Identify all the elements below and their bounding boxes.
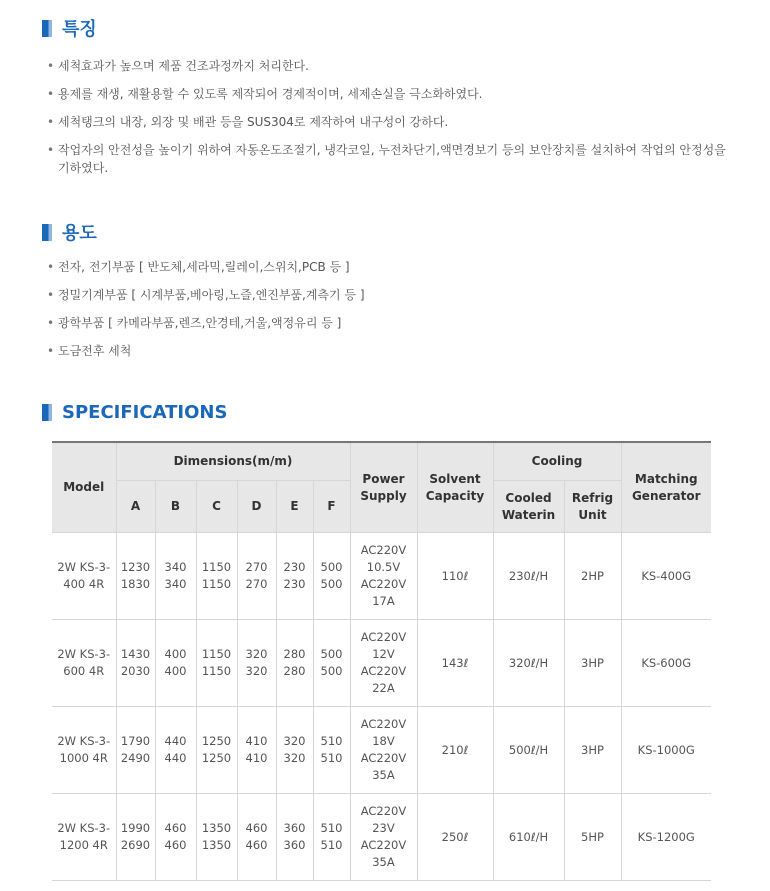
- dim-d-cell: [237, 533, 276, 620]
- cell-line: 500: [320, 560, 343, 574]
- dim-e-header: E: [276, 481, 313, 533]
- table-row: [52, 707, 711, 794]
- cell-line: 1350: [201, 821, 232, 835]
- cell-line: 360: [283, 838, 306, 852]
- matching-cell: KS-1200G: [621, 794, 711, 881]
- list-item: • 정밀기계부품 [ 시계부품,베아링,노즐,엔진부품,계측기 등 ]: [46, 286, 726, 304]
- dim-d-cell: [237, 620, 276, 707]
- refrig-cell: 5HP: [564, 794, 621, 881]
- cell-line: 17A: [372, 594, 395, 608]
- dim-a-header: A: [116, 481, 155, 533]
- cell-line: 10.5V: [366, 560, 401, 574]
- table-row: [52, 620, 711, 707]
- cooled-cell: 610ℓ/H: [493, 794, 564, 881]
- dim-e-cell: [276, 533, 313, 620]
- cell-line: 280: [283, 664, 306, 678]
- dim-a-cell: [116, 620, 155, 707]
- cell-line: AC220V: [360, 804, 407, 818]
- cell-line: 1430: [120, 647, 151, 661]
- cell-line: 270: [245, 560, 268, 574]
- dim-c-cell: [196, 620, 237, 707]
- cell-line: 22A: [372, 681, 395, 695]
- heading-bar-icon: [42, 224, 52, 241]
- dim-e-cell: [276, 620, 313, 707]
- cell-line: 1990: [120, 821, 151, 835]
- refrig-unit-header: Refrig Unit: [564, 481, 621, 533]
- list-item: • 작업자의 안전성을 높이기 위하여 자동온도조절기, 냉각코일, 누전차단기,액면경보기 등의 보안장치를 설치하여 작업의 안정성을 기하였다.: [46, 141, 726, 177]
- power-cell: [350, 707, 417, 794]
- cell-line: 510: [320, 734, 343, 748]
- cell-line: 1790: [120, 734, 151, 748]
- specifications-body: [52, 533, 711, 881]
- cell-line: 440: [164, 751, 187, 765]
- model-cell: [52, 620, 116, 707]
- specs-title: SPECIFICATIONS: [62, 402, 228, 423]
- matching-header: Matching Generator: [621, 442, 711, 533]
- cell-line: 12V: [372, 647, 395, 661]
- cell-line: 400: [164, 664, 187, 678]
- model-cell: [52, 707, 116, 794]
- cooled-cell: 230ℓ/H: [493, 533, 564, 620]
- cell-line: AC220V: [360, 838, 407, 852]
- usage-list: [46, 258, 726, 370]
- cell-line: 510: [320, 838, 343, 852]
- cell-line: AC220V: [360, 577, 407, 591]
- cell-line: 460: [245, 821, 268, 835]
- cell-line: AC220V: [360, 630, 407, 644]
- refrig-cell: 3HP: [564, 707, 621, 794]
- dim-c-cell: [196, 533, 237, 620]
- cell-line: 230: [283, 560, 306, 574]
- cell-line: 23V: [372, 821, 395, 835]
- dim-b-cell: [155, 620, 196, 707]
- cell-line: 410: [245, 751, 268, 765]
- specifications-table: [52, 441, 711, 881]
- power-cell: [350, 533, 417, 620]
- solvent-cell: 210ℓ: [417, 707, 493, 794]
- dim-f-cell: [313, 533, 350, 620]
- cell-line: 460: [164, 821, 187, 835]
- list-item: • 도금전후 세척: [46, 342, 726, 360]
- cell-line: 340: [164, 560, 187, 574]
- specs-heading: [42, 402, 227, 423]
- cell-line: 35A: [372, 768, 395, 782]
- cell-line: AC220V: [360, 543, 407, 557]
- dim-b-cell: [155, 707, 196, 794]
- model-header: Model: [52, 442, 116, 533]
- model-value: 2W KS-3-1200 4R: [57, 821, 111, 852]
- dim-e-cell: [276, 707, 313, 794]
- features-title: 특징: [62, 19, 97, 40]
- dim-b-header: B: [155, 481, 196, 533]
- model-cell: [52, 533, 116, 620]
- cell-line: 500: [320, 577, 343, 591]
- cooled-cell: 320ℓ/H: [493, 620, 564, 707]
- dim-f-cell: [313, 707, 350, 794]
- cell-line: 1150: [201, 664, 232, 678]
- features-list: [46, 57, 726, 187]
- cell-line: 460: [245, 838, 268, 852]
- cell-line: 2690: [120, 838, 151, 852]
- cell-line: 270: [245, 577, 268, 591]
- matching-cell: KS-400G: [621, 533, 711, 620]
- model-value: 2W KS-3-1000 4R: [57, 734, 111, 765]
- dim-a-cell: [116, 707, 155, 794]
- cell-line: 500: [320, 647, 343, 661]
- refrig-cell: 3HP: [564, 620, 621, 707]
- cell-line: 440: [164, 734, 187, 748]
- cooled-cell: 500ℓ/H: [493, 707, 564, 794]
- cell-line: 410: [245, 734, 268, 748]
- dim-c-cell: [196, 794, 237, 881]
- cell-line: 320: [283, 734, 306, 748]
- dim-d-cell: [237, 707, 276, 794]
- dim-f-cell: [313, 620, 350, 707]
- cell-line: AC220V: [360, 751, 407, 765]
- solvent-cell: 143ℓ: [417, 620, 493, 707]
- cooled-waterin-header: Cooled Waterin: [493, 481, 564, 533]
- cell-line: 1230: [120, 560, 151, 574]
- dim-b-cell: [155, 794, 196, 881]
- cell-line: 400: [164, 647, 187, 661]
- usage-title: 용도: [62, 223, 97, 244]
- cell-line: 510: [320, 751, 343, 765]
- cell-line: 35A: [372, 855, 395, 869]
- cell-line: 1150: [201, 577, 232, 591]
- dim-e-cell: [276, 794, 313, 881]
- cell-line: 460: [164, 838, 187, 852]
- solvent-header: Solvent Capacity: [417, 442, 493, 533]
- cell-line: 320: [283, 751, 306, 765]
- cell-line: 500: [320, 664, 343, 678]
- list-item: • 전자, 전기부품 [ 반도체,세라믹,릴레이,스위치,PCB 등 ]: [46, 258, 726, 276]
- list-item: • 용제를 재생, 재활용할 수 있도록 제작되어 경제적이며, 세제손실을 극소화하였다.: [46, 85, 726, 103]
- list-item: • 광학부품 [ 카메라부품,렌즈,안경테,거울,액정유리 등 ]: [46, 314, 726, 332]
- features-heading: [42, 15, 97, 41]
- refrig-cell: 2HP: [564, 533, 621, 620]
- dim-d-header: D: [237, 481, 276, 533]
- power-header: Power Supply: [350, 442, 417, 533]
- cell-line: 230: [283, 577, 306, 591]
- cell-line: 1250: [201, 734, 232, 748]
- cooling-header: Cooling: [493, 442, 621, 481]
- table-row: [52, 794, 711, 881]
- usage-heading: [42, 219, 97, 245]
- dim-c-header: C: [196, 481, 237, 533]
- cell-line: 320: [245, 647, 268, 661]
- power-cell: [350, 620, 417, 707]
- cell-line: 1350: [201, 838, 232, 852]
- cell-line: 320: [245, 664, 268, 678]
- dim-d-cell: [237, 794, 276, 881]
- cell-line: AC220V: [360, 664, 407, 678]
- dim-f-header: F: [313, 481, 350, 533]
- cell-line: 1830: [120, 577, 151, 591]
- dim-a-cell: [116, 533, 155, 620]
- dim-b-cell: [155, 533, 196, 620]
- model-cell: [52, 794, 116, 881]
- cell-line: 280: [283, 647, 306, 661]
- matching-cell: KS-600G: [621, 620, 711, 707]
- solvent-cell: 250ℓ: [417, 794, 493, 881]
- power-cell: [350, 794, 417, 881]
- cell-line: 1250: [201, 751, 232, 765]
- matching-cell: KS-1000G: [621, 707, 711, 794]
- cell-line: 2490: [120, 751, 151, 765]
- heading-bar-icon: [42, 404, 52, 421]
- dim-c-cell: [196, 707, 237, 794]
- cell-line: 2030: [120, 664, 151, 678]
- cell-line: 1150: [201, 647, 232, 661]
- solvent-cell: 110ℓ: [417, 533, 493, 620]
- cell-line: 340: [164, 577, 187, 591]
- model-value: 2W KS-3-600 4R: [57, 647, 111, 678]
- model-value: 2W KS-3-400 4R: [57, 560, 111, 591]
- list-item: • 세척탱크의 내장, 외장 및 배관 등을 SUS304로 제작하여 내구성이 강하다.: [46, 113, 726, 131]
- dim-a-cell: [116, 794, 155, 881]
- dimensions-header: Dimensions(m/m): [116, 442, 350, 481]
- table-row: [52, 533, 711, 620]
- cell-line: 360: [283, 821, 306, 835]
- heading-bar-icon: [42, 20, 52, 37]
- cell-line: 18V: [372, 734, 395, 748]
- list-item: • 세척효과가 높으며 제품 건조과정까지 처리한다.: [46, 57, 726, 75]
- cell-line: 510: [320, 821, 343, 835]
- cell-line: AC220V: [360, 717, 407, 731]
- cell-line: 1150: [201, 560, 232, 574]
- dim-f-cell: [313, 794, 350, 881]
